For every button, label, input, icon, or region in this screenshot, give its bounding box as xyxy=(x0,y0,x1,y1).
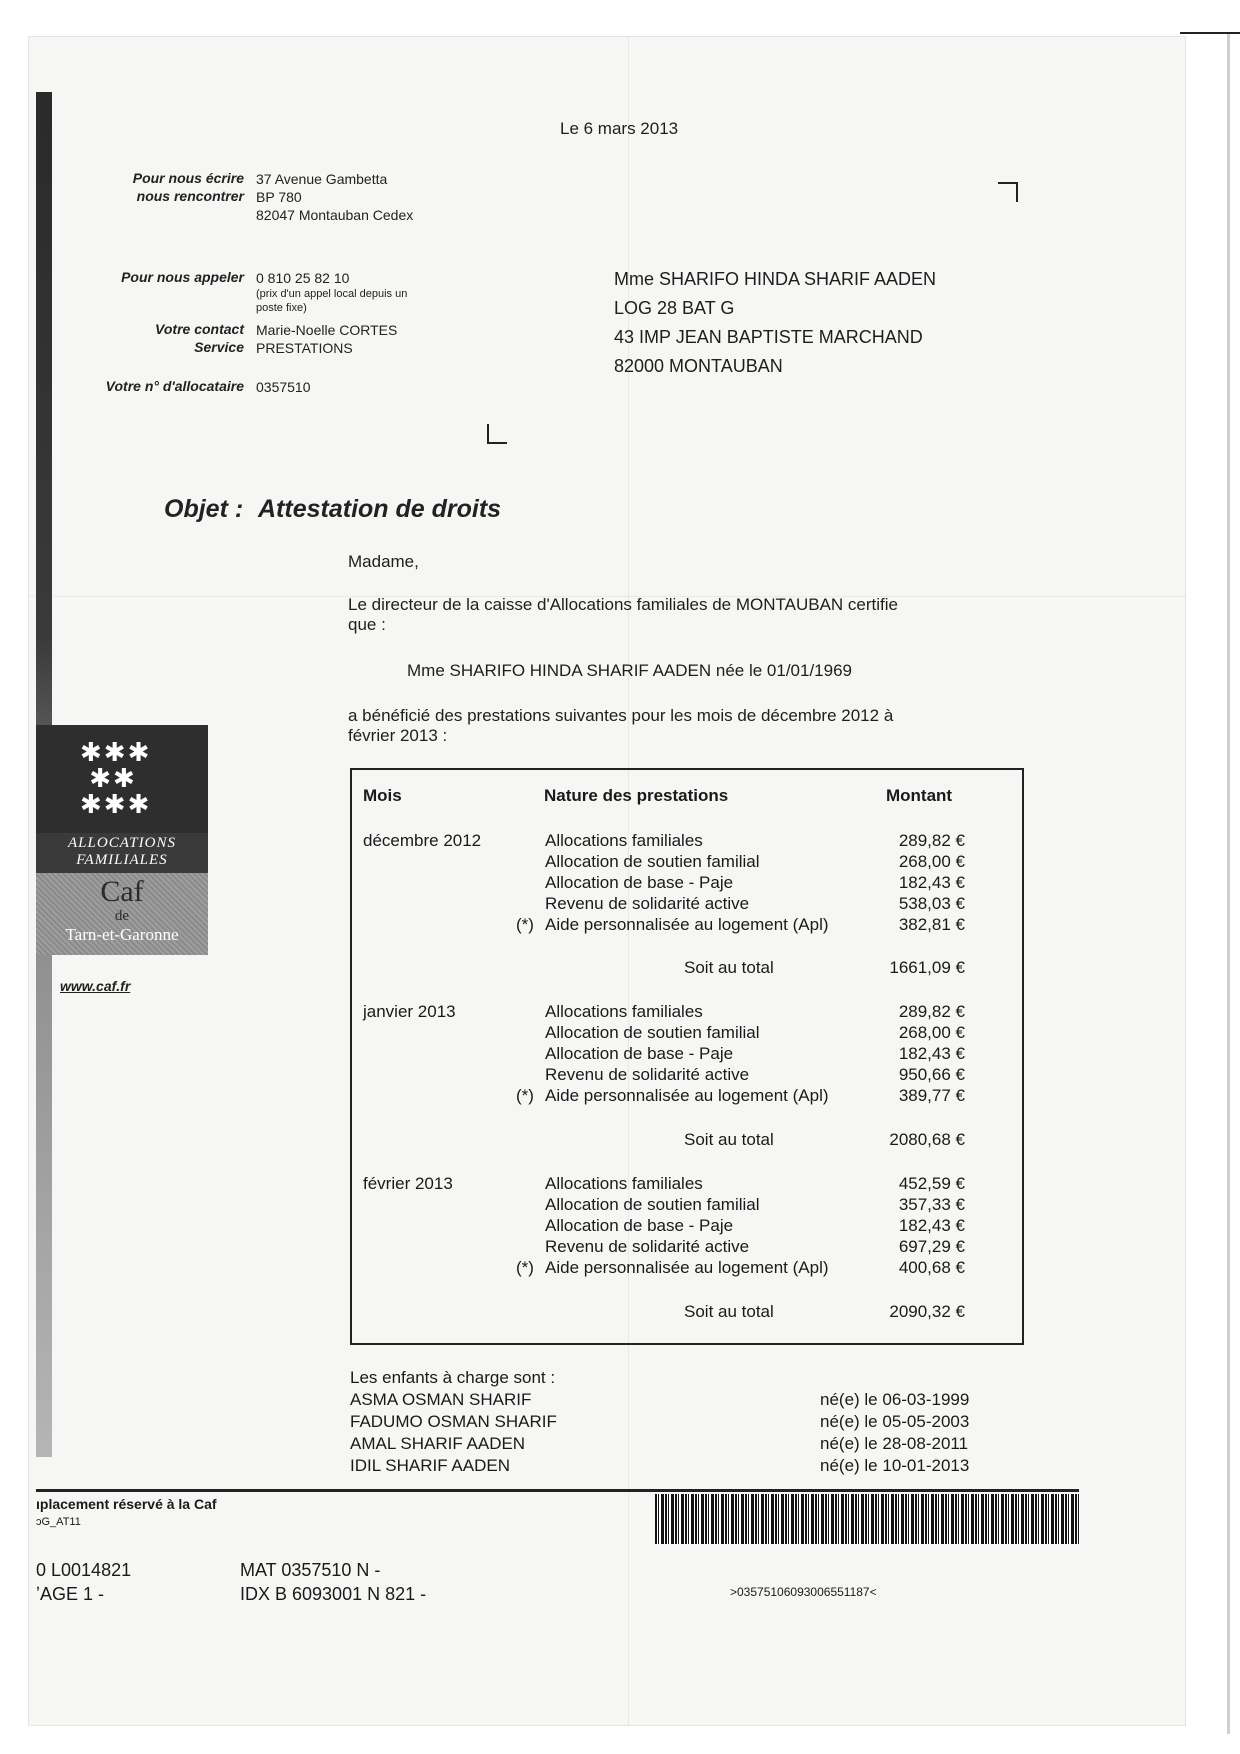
month-label: décembre 2012 xyxy=(363,831,482,850)
phone-number: 0 810 25 82 10 xyxy=(256,270,350,286)
total-label: Soit au total xyxy=(684,958,774,977)
benefit-label: Allocation de base - Paje xyxy=(545,873,734,892)
para2-line1: a bénéficié des prestations suivantes pour les mois de décembre 2012 à xyxy=(348,706,894,725)
family-figures-icon: ✱✱✱ ✱✱ ✱✱✱ xyxy=(80,737,152,819)
child-birth: né(e) le 10-01-2013 xyxy=(820,1456,970,1475)
benefit-label: Allocations familiales xyxy=(545,1174,703,1193)
benefit-amount: 697,29 € xyxy=(898,1237,965,1256)
benefit-amount: 538,03 € xyxy=(898,894,965,913)
recipient-name: Mme SHARIFO HINDA SHARIF AADEN xyxy=(614,269,937,289)
benefit-label: Allocation de soutien familial xyxy=(545,1023,760,1042)
beneficiary-line: Mme SHARIFO HINDA SHARIF AADEN née le 01/01/1969 xyxy=(407,661,853,680)
letter-date: Le 6 mars 2013 xyxy=(560,119,679,138)
month-label: février 2013 xyxy=(363,1174,453,1193)
child-birth: né(e) le 06-03-1999 xyxy=(820,1390,970,1409)
address-line-3: 82047 Montauban Cedex xyxy=(256,207,414,223)
caf-logo xyxy=(36,725,208,955)
total-amount: 2080,68 € xyxy=(889,1130,965,1149)
benefit-amount: 357,33 € xyxy=(898,1195,965,1214)
child-name: IDIL SHARIF AADEN xyxy=(350,1456,510,1475)
recipient-line-2: LOG 28 BAT G xyxy=(614,298,735,318)
benefit-amount: 400,68 € xyxy=(898,1258,965,1277)
phone-note-2: poste fixe) xyxy=(256,302,307,314)
logo-region: Tarn-et-Garonne xyxy=(65,925,179,944)
logo-de: de xyxy=(114,908,130,924)
month-label: janvier 2013 xyxy=(363,1002,456,1021)
header-nature: Nature des prestations xyxy=(544,786,729,805)
recipient-line-3: 43 IMP JEAN BAPTISTE MARCHAND xyxy=(614,327,923,347)
reference-number: 0 L0014821 xyxy=(36,1560,132,1580)
header-amount: Montant xyxy=(886,786,953,805)
benefit-amount: 289,82 € xyxy=(898,831,965,850)
subject-text: Attestation de droits xyxy=(258,495,502,523)
website-link[interactable]: www.caf.fr xyxy=(60,978,131,994)
benefit-label: Revenu de solidarité active xyxy=(545,1065,750,1084)
scan-edge xyxy=(1180,32,1240,34)
benefit-amount: 268,00 € xyxy=(898,852,965,871)
benefit-amount: 268,00 € xyxy=(898,1023,965,1042)
child-name: AMAL SHARIF AADEN xyxy=(350,1434,526,1453)
benefit-label: Allocation de base - Paje xyxy=(545,1044,734,1063)
logo-line-1: ALLOCATIONS xyxy=(68,835,176,851)
benefit-amount: 452,59 € xyxy=(898,1174,965,1193)
benefit-prefix: (*) xyxy=(516,1086,534,1105)
children-heading: Les enfants à charge sont : xyxy=(350,1368,556,1387)
allocataire-number: 0357510 xyxy=(256,379,311,395)
benefit-amount: 182,43 € xyxy=(898,1216,965,1235)
footer-rule xyxy=(36,1489,1079,1492)
address-line-1: 37 Avenue Gambetta xyxy=(256,171,388,187)
benefit-label: Aide personnalisée au logement (Apl) xyxy=(545,915,829,934)
benefit-prefix: (*) xyxy=(516,915,534,934)
benefit-label: Allocation de soutien familial xyxy=(545,852,760,871)
reserved-area-label: ıplacement réservé à la Caf xyxy=(36,1496,217,1512)
child-name: ASMA OSMAN SHARIF xyxy=(350,1390,532,1409)
header-month: Mois xyxy=(363,786,402,805)
address-line-2: BP 780 xyxy=(256,189,302,205)
phone-note-1: (prix d'un appel local depuis un xyxy=(256,288,408,300)
mat-reference: MAT 0357510 N - xyxy=(240,1560,381,1580)
call-label: Pour nous appeler xyxy=(121,269,244,285)
total-label: Soit au total xyxy=(684,1130,774,1149)
recipient-line-4: 82000 MONTAUBAN xyxy=(614,356,783,376)
total-amount: 1661,09 € xyxy=(889,958,965,977)
benefit-amount: 382,81 € xyxy=(898,915,965,934)
window-corner-bottom-left xyxy=(487,424,507,444)
benefit-label: Allocations familiales xyxy=(545,1002,703,1021)
child-birth: né(e) le 28-08-2011 xyxy=(820,1434,969,1453)
child-name: FADUMO OSMAN SHARIF xyxy=(350,1412,557,1431)
benefit-amount: 950,66 € xyxy=(898,1065,965,1084)
benefit-label: Allocation de base - Paje xyxy=(545,1216,734,1235)
allocataire-label: Votre n° d'allocataire xyxy=(105,378,244,394)
logo-caf: Caf xyxy=(100,875,144,908)
idx-reference: IDX B 6093001 N 821 - xyxy=(240,1584,427,1604)
total-label: Soit au total xyxy=(684,1302,774,1321)
benefit-label: Revenu de solidarité active xyxy=(545,894,750,913)
service-name: PRESTATIONS xyxy=(256,340,353,356)
benefit-label: Aide personnalisée au logement (Apl) xyxy=(545,1086,829,1105)
benefit-amount: 389,77 € xyxy=(898,1086,965,1105)
meet-label: nous rencontrer xyxy=(136,188,244,204)
para1-line2: que : xyxy=(348,615,386,634)
subject-label: Objet : xyxy=(164,495,244,523)
scan-edge-right xyxy=(1227,34,1230,1734)
benefit-amount: 289,82 € xyxy=(898,1002,965,1021)
benefit-amount: 182,43 € xyxy=(898,873,965,892)
para1-line1: Le directeur de la caisse d'Allocations familiales de MONTAUBAN certifie xyxy=(348,595,898,614)
page-number: ʼAGE 1 - xyxy=(36,1584,105,1604)
child-birth: né(e) le 05-05-2003 xyxy=(820,1412,970,1431)
para2-line2: février 2013 : xyxy=(348,726,448,745)
benefit-label: Aide personnalisée au logement (Apl) xyxy=(545,1258,829,1277)
logo-line-2: FAMILIALES xyxy=(76,852,168,868)
contact-name: Marie-Noelle CORTES xyxy=(256,322,398,338)
total-amount: 2090,32 € xyxy=(889,1302,965,1321)
window-corner-top-right xyxy=(998,182,1018,202)
benefit-label: Allocation de soutien familial xyxy=(545,1195,760,1214)
benefit-label: Allocations familiales xyxy=(545,831,703,850)
barcode-text: >0357510609300655​1187< xyxy=(730,1585,877,1599)
benefit-label: Revenu de solidarité active xyxy=(545,1237,750,1256)
service-label: Service xyxy=(194,339,244,355)
benefit-prefix: (*) xyxy=(516,1258,534,1277)
benefit-amount: 182,43 € xyxy=(898,1044,965,1063)
salutation: Madame, xyxy=(348,552,419,571)
contact-label: Votre contact xyxy=(155,321,244,337)
form-code: ɔG_AT11 xyxy=(36,1516,81,1528)
barcode xyxy=(655,1494,1080,1544)
write-label: Pour nous écrire xyxy=(132,170,244,186)
